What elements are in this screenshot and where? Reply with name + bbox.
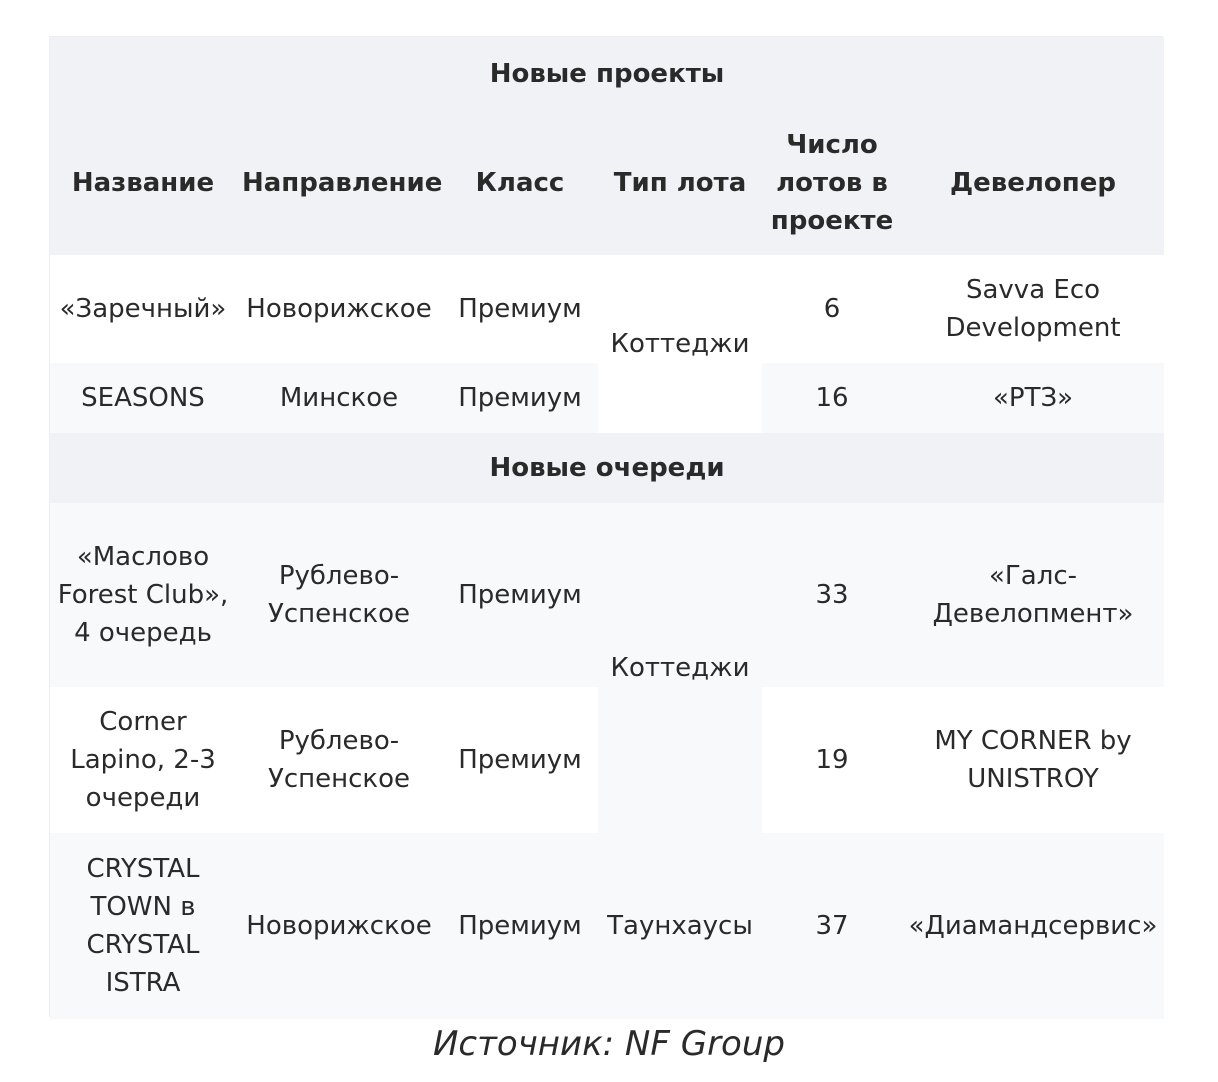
cell-class: Премиум bbox=[458, 383, 582, 413]
section-title: Новые очереди bbox=[50, 433, 1164, 503]
cell-direction: Новорижское bbox=[246, 294, 432, 324]
cell-count: 37 bbox=[815, 911, 849, 941]
cell-developer: Savva Eco Development bbox=[945, 275, 1121, 343]
column-header-developer: Девелопер bbox=[902, 111, 1164, 255]
cell-class: Премиум bbox=[458, 745, 582, 775]
cell-developer: MY CORNER by UNISTROY bbox=[934, 726, 1132, 794]
cell-lot-type: Коттеджи bbox=[598, 503, 762, 833]
section-title: Новые проекты bbox=[50, 37, 1164, 111]
cell-name: Corner Lapino, 2-3 очереди bbox=[70, 707, 216, 813]
cell-name: «Маслово Forest Club», 4 очередь bbox=[57, 542, 229, 648]
cell-name: «Заречный» bbox=[59, 294, 227, 324]
column-header-class: Класс bbox=[442, 111, 598, 255]
cell-count: 33 bbox=[815, 580, 849, 610]
data-table bbox=[50, 37, 1164, 1019]
cell-class: Премиум bbox=[458, 911, 582, 941]
cell-lot-type: Коттеджи bbox=[598, 255, 762, 433]
cell-name: CRYSTAL TOWN в CRYSTAL ISTRA bbox=[86, 854, 200, 998]
cell-direction: Новорижское bbox=[246, 911, 432, 941]
cell-class: Премиум bbox=[458, 580, 582, 610]
cell-direction: Минское bbox=[279, 383, 399, 413]
section-header-new-projects bbox=[50, 37, 1164, 111]
column-header-lot-type: Тип лота bbox=[598, 111, 762, 255]
cell-class: Премиум bbox=[458, 294, 582, 324]
cell-direction: Рублево-Успенское bbox=[267, 726, 411, 794]
cell-developer: «Галс-Девелопмент» bbox=[932, 561, 1134, 629]
column-header-row bbox=[50, 111, 1164, 255]
cell-developer: «РТЗ» bbox=[992, 383, 1074, 413]
cell-count: 19 bbox=[815, 745, 849, 775]
source-caption: Источник: NF Group bbox=[432, 1024, 785, 1064]
column-header-lot-count: Число лотов в проекте bbox=[762, 111, 902, 255]
table-row bbox=[50, 255, 1164, 363]
table-row bbox=[50, 503, 1164, 687]
cell-developer: «Диамандсервис» bbox=[908, 911, 1158, 941]
cell-name: SEASONS bbox=[81, 383, 205, 413]
cell-lot-type: Таунхаусы bbox=[607, 911, 753, 941]
column-header-name: Название bbox=[50, 111, 236, 255]
table-row bbox=[50, 833, 1164, 1019]
cell-count: 6 bbox=[823, 294, 841, 324]
cell-count: 16 bbox=[815, 383, 849, 413]
section-header-new-phases bbox=[50, 433, 1164, 503]
projects-table bbox=[49, 36, 1163, 1017]
column-header-direction: Направление bbox=[236, 111, 442, 255]
cell-direction: Рублево-Успенское bbox=[267, 561, 411, 629]
